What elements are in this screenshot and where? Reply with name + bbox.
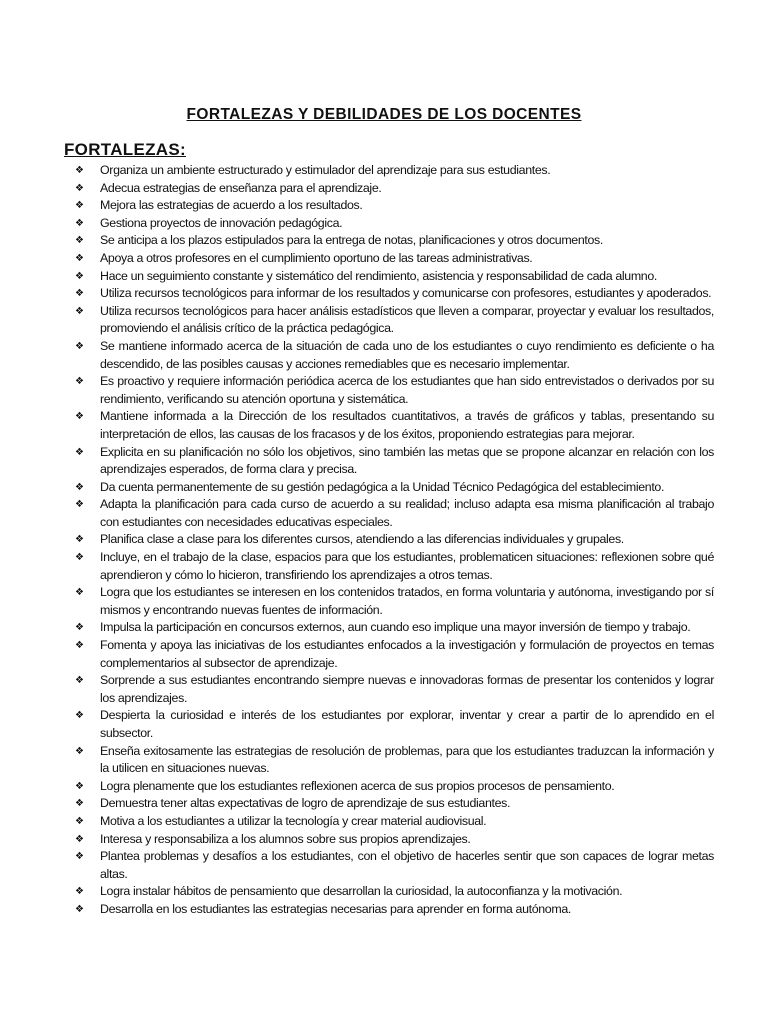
list-item bbox=[72, 813, 714, 831]
diamond-bullet-icon: ❖ bbox=[75, 745, 84, 757]
diamond-bullet-icon: ❖ bbox=[75, 640, 84, 652]
list-item bbox=[72, 250, 714, 268]
list-item bbox=[72, 707, 714, 742]
document-title: FORTALEZAS Y DEBILIDADES DE LOS DOCENTES bbox=[186, 106, 582, 123]
list-item bbox=[72, 584, 714, 619]
list-item-text: Plantea problemas y desafíos a los estudiantes, con el objetivo de hacerles sentir que son capaces de lograr metas altas. bbox=[100, 849, 714, 881]
diamond-bullet-icon: ❖ bbox=[75, 587, 84, 599]
list-item bbox=[72, 232, 714, 250]
diamond-bullet-icon: ❖ bbox=[75, 288, 84, 300]
list-item bbox=[72, 831, 714, 849]
diamond-bullet-icon: ❖ bbox=[75, 798, 84, 810]
list-item-text: Utiliza recursos tecnológicos para hacer análisis estadísticos que lleven a comparar, proyectar y evaluar los resultados, promoviendo el análisis crítico de la práctica pedagógica. bbox=[100, 303, 714, 336]
list-item bbox=[72, 496, 714, 531]
list-item bbox=[72, 743, 714, 778]
list-item bbox=[72, 408, 714, 443]
list-item bbox=[72, 215, 714, 233]
list-item bbox=[72, 848, 714, 883]
list-item bbox=[72, 197, 714, 215]
list-item-text: Logra que los estudiantes se interesen en los contenidos tratados, en forma voluntaria y autónoma, investigando por sí mismos y encontrando nuevas fuentes de información. bbox=[100, 585, 714, 617]
list-item-text: Desarrolla en los estudiantes las estrategias necesarias para aprender en forma autónoma. bbox=[100, 901, 571, 916]
list-item-text: Interesa y responsabiliza a los alumnos sobre sus propios aprendizajes. bbox=[100, 831, 471, 846]
list-item-text: Motiva a los estudiantes a utilizar la tecnología y crear material audiovisual. bbox=[100, 813, 487, 828]
list-item bbox=[72, 303, 714, 338]
diamond-bullet-icon: ❖ bbox=[75, 780, 84, 792]
list-item bbox=[72, 795, 714, 813]
list-item bbox=[72, 479, 714, 497]
list-item bbox=[72, 373, 714, 408]
list-item-text: Incluye, en el trabajo de la clase, espacios para que los estudiantes, problematicen situaciones: reflexionen sobre qué aprendieron y cómo lo hicieron, transfiriendo los aprendizajes a otros temas. bbox=[100, 550, 714, 582]
diamond-bullet-icon: ❖ bbox=[75, 710, 84, 722]
diamond-bullet-icon: ❖ bbox=[75, 446, 84, 458]
strengths-list bbox=[72, 162, 714, 919]
list-item-text: Organiza un ambiente estructurado y estimulador del aprendizaje para sus estudiantes. bbox=[100, 163, 551, 177]
diamond-bullet-icon: ❖ bbox=[75, 481, 84, 493]
diamond-bullet-icon: ❖ bbox=[75, 235, 84, 247]
list-item bbox=[72, 162, 714, 180]
list-item-text: Mejora las estrategias de acuerdo a los resultados. bbox=[100, 198, 363, 213]
list-item bbox=[72, 883, 714, 901]
list-item-text: Hace un seguimiento constante y sistemático del rendimiento, asistencia y responsabilidad de cada alumno. bbox=[100, 268, 657, 283]
list-item bbox=[72, 619, 714, 637]
diamond-bullet-icon: ❖ bbox=[75, 411, 84, 423]
list-item-text: Logra plenamente que los estudiantes reflexionen acerca de sus propios procesos de pensamiento. bbox=[100, 778, 615, 793]
list-item-text: Fomenta y apoya las iniciativas de los estudiantes enfocados a la investigación y formulación de proyectos en temas complementarios al subsector de aprendizaje. bbox=[100, 638, 714, 670]
list-item-text: Explicita en su planificación no sólo los objetivos, sino también las metas que se propone alcanzar en relación con los aprendizajes esperados, de forma clara y precisa. bbox=[100, 444, 714, 477]
list-item bbox=[72, 285, 714, 303]
diamond-bullet-icon: ❖ bbox=[75, 376, 84, 388]
list-item-text: Logra instalar hábitos de pensamiento que desarrollan la curiosidad, la autoconfianza y la motivación. bbox=[100, 884, 623, 899]
list-item bbox=[72, 637, 714, 672]
diamond-bullet-icon: ❖ bbox=[75, 886, 84, 898]
list-item bbox=[72, 338, 714, 373]
diamond-bullet-icon: ❖ bbox=[75, 675, 84, 687]
list-item bbox=[72, 549, 714, 584]
list-item-text: Gestiona proyectos de innovación pedagógica. bbox=[100, 215, 343, 230]
diamond-bullet-icon: ❖ bbox=[75, 622, 84, 634]
list-item-text: Se anticipa a los plazos estipulados para la entrega de notas, planificaciones y otros documentos. bbox=[100, 233, 603, 248]
diamond-bullet-icon: ❖ bbox=[75, 182, 84, 194]
diamond-bullet-icon: ❖ bbox=[75, 340, 84, 352]
list-item bbox=[72, 531, 714, 549]
list-item bbox=[72, 444, 714, 479]
list-item-text: Sorprende a sus estudiantes encontrando siempre nuevas e innovadoras formas de presentar los contenidos y lograr los aprendizajes. bbox=[100, 673, 714, 705]
list-item-text: Apoya a otros profesores en el cumplimiento oportuno de las tareas administrativas. bbox=[100, 250, 533, 265]
list-item-text: Adapta la planificación para cada curso de acuerdo a su realidad; incluso adapta esa misma planificación al trabajo con estudiantes con necesidades educativas especiales. bbox=[100, 497, 714, 529]
diamond-bullet-icon: ❖ bbox=[75, 305, 84, 317]
list-item-text: Enseña exitosamente las estrategias de resolución de problemas, para que los estudiantes traduzcan la información y la utilicen en situaciones nuevas. bbox=[100, 743, 714, 776]
list-item-text: Es proactivo y requiere información periódica acerca de los estudiantes que han sido entrevistados o derivados por su rendimiento, verificando su atención oportuna y sistemática. bbox=[100, 374, 714, 406]
diamond-bullet-icon: ❖ bbox=[75, 851, 84, 863]
diamond-bullet-icon: ❖ bbox=[75, 833, 84, 845]
diamond-bullet-icon: ❖ bbox=[75, 552, 84, 564]
list-item-text: Se mantiene informado acerca de la situación de cada uno de los estudiantes o cuyo rendimiento es deficiente o ha descendido, de las posibles causas y acciones remediables que es necesario implementar. bbox=[100, 338, 714, 371]
diamond-bullet-icon: ❖ bbox=[75, 499, 84, 511]
list-item-text: Planifica clase a clase para los diferentes cursos, atendiendo a las diferencias individuales y grupales. bbox=[100, 532, 624, 547]
list-item-text: Demuestra tener altas expectativas de logro de aprendizaje de sus estudiantes. bbox=[100, 796, 511, 811]
list-item bbox=[72, 778, 714, 796]
list-item bbox=[72, 268, 714, 286]
list-item-text: Utiliza recursos tecnológicos para informar de los resultados y comunicarse con profesores, estudiantes y apoderados. bbox=[100, 286, 712, 301]
diamond-bullet-icon: ❖ bbox=[75, 165, 84, 176]
diamond-bullet-icon: ❖ bbox=[75, 252, 84, 264]
list-item bbox=[72, 672, 714, 707]
list-item-text: Da cuenta permanentemente de su gestión pedagógica a la Unidad Técnico Pedagógica del establecimiento. bbox=[100, 479, 665, 494]
diamond-bullet-icon: ❖ bbox=[75, 534, 84, 546]
list-item bbox=[72, 901, 714, 919]
list-item-text: Impulsa la participación en concursos externos, aun cuando eso implique una mayor inversión de tiempo y trabajo. bbox=[100, 620, 691, 635]
diamond-bullet-icon: ❖ bbox=[75, 217, 84, 229]
diamond-bullet-icon: ❖ bbox=[75, 200, 84, 212]
list-item-text: Adecua estrategias de enseñanza para el aprendizaje. bbox=[100, 180, 382, 195]
list-item bbox=[72, 180, 714, 198]
section-heading: FORTALEZAS: bbox=[64, 140, 186, 159]
list-item-text: Mantiene informada a la Dirección de los resultados cuantitativos, a través de gráficos y tablas, presentando su interpretación de ellos, las causas de los fracasos y de los éxitos, proponiendo estrategias para mejorar. bbox=[100, 409, 714, 441]
diamond-bullet-icon: ❖ bbox=[75, 903, 84, 915]
diamond-bullet-icon: ❖ bbox=[75, 270, 84, 282]
diamond-bullet-icon: ❖ bbox=[75, 815, 84, 827]
list-item-text: Despierta la curiosidad e interés de los estudiantes por explorar, inventar y crear a partir de lo aprendido en el subsector. bbox=[100, 708, 714, 740]
